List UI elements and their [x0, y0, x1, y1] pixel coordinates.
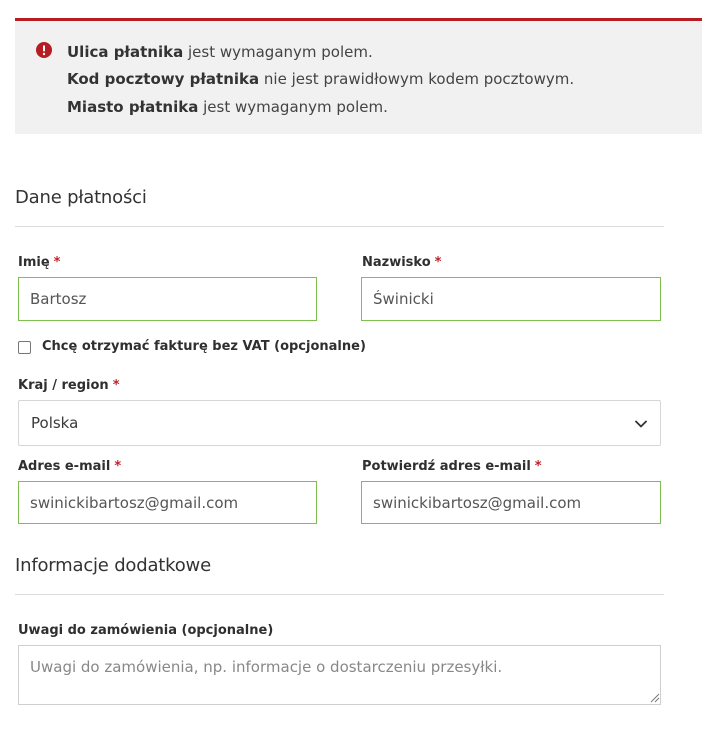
order-notes-label: Uwagi do zamówienia (opcjonalne)	[18, 623, 274, 638]
first-name-label	[18, 255, 60, 270]
required-mark: *	[434, 255, 442, 270]
resize-handle-icon[interactable]	[650, 693, 660, 703]
country-select[interactable]	[18, 400, 661, 446]
email-confirm-label-text: Potwierdź adres e-mail	[362, 459, 531, 474]
first-name-input[interactable]	[18, 277, 317, 321]
country-select-value: Polska	[31, 414, 79, 432]
error-text: jest wymaganym polem.	[183, 43, 373, 61]
invoice-checkbox[interactable]	[18, 341, 31, 354]
error-field: Kod pocztowy płatnika	[67, 70, 260, 88]
country-label	[18, 378, 120, 393]
email-label-text: Adres e-mail	[18, 459, 111, 474]
chevron-down-icon	[634, 417, 648, 431]
error-message	[67, 43, 373, 61]
error-field: Ulica płatnika	[67, 43, 184, 61]
required-mark: *	[112, 378, 120, 393]
email-label	[18, 459, 121, 474]
required-mark: *	[114, 459, 122, 474]
error-text: jest wymaganym polem.	[198, 98, 388, 116]
required-mark: *	[534, 459, 542, 474]
error-message	[67, 70, 574, 88]
section-divider	[15, 594, 664, 595]
exclamation-circle-icon	[36, 42, 52, 58]
country-label-text: Kraj / region	[18, 378, 109, 393]
error-message	[67, 98, 388, 116]
email-input[interactable]	[18, 481, 317, 524]
first-name-label-text: Imię	[18, 255, 50, 270]
order-notes-textarea[interactable]	[18, 645, 661, 705]
billing-section-title: Dane płatności	[15, 187, 147, 208]
email-confirm-input[interactable]	[361, 481, 661, 524]
last-name-input[interactable]	[361, 277, 661, 321]
error-field: Miasto płatnika	[67, 98, 199, 116]
section-divider	[15, 226, 664, 227]
error-notice	[15, 18, 702, 134]
error-text: nie jest prawidłowym kodem pocztowym.	[259, 70, 575, 88]
invoice-checkbox-label[interactable]: Chcę otrzymać fakturę bez VAT (opcjonalne)	[42, 339, 366, 354]
required-mark: *	[53, 255, 61, 270]
last-name-label-text: Nazwisko	[362, 255, 431, 270]
email-confirm-label	[362, 459, 542, 474]
last-name-label	[362, 255, 441, 270]
additional-section-title: Informacje dodatkowe	[15, 555, 211, 576]
